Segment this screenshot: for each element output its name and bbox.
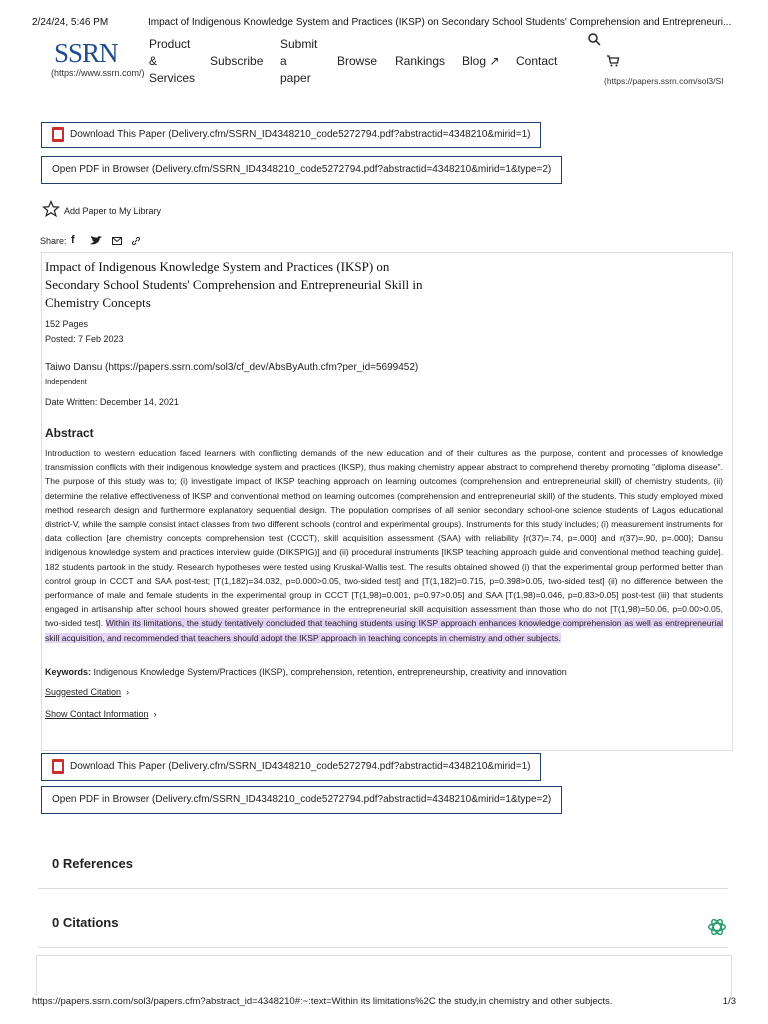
print-page-number: 1/3 [722, 996, 736, 1007]
posted-date: Posted: 7 Feb 2023 [45, 334, 124, 344]
twitter-icon[interactable] [90, 236, 102, 246]
abstract-heading: Abstract [45, 426, 94, 440]
nav-contact[interactable]: Contact [516, 54, 558, 68]
keywords [45, 667, 567, 677]
suggested-citation-label: Suggested Citation [45, 687, 122, 697]
keywords-label: Keywords: [45, 667, 92, 677]
open-pdf-link-bottom[interactable]: Open PDF in Browser (Delivery.cfm/SSRN_ID4348210_code5272794.pdf?abstractid=4348210&mirid=1&type=2) [41, 786, 562, 814]
nav-submit-paper[interactable] [280, 36, 317, 87]
download-paper-link-bottom[interactable] [41, 753, 541, 781]
link-icon[interactable] [131, 236, 141, 246]
date-written: Date Written: December 14, 2021 [45, 397, 179, 407]
show-contact-toggle[interactable] [45, 709, 157, 719]
next-section-box [36, 955, 732, 996]
abstract-body: Introduction to western education faced learners with conflicting demands of the new education and of their cultures as the purpose, content and processes of knowledge transmission conflicts with their indigenous knowledge system and practices (IKSP), thus making chemistry appear abstract to comprehend thereby promoting "diploma disease". The purpose of this study was to; (i) investigate impact of IKSP teaching approach on learning outcomes (comprehension and entrepreneurial skill) of chemistry students, (ii) determine the relative effectiveness of IKSP and conventional method on learning outcomes (comprehension and entrepreneurial skill) of the students. This study employed mixed method research design and furthermore explanatory sequential design. The population comprises of all senior secondary school-one science students of Lagos educational district-V, while the sample consist intact classes from two different schools (control and experimental groups). Instruments for this study includes; (i) measurement instruments for data collection [are chemistry concepts comprehension test (CCCT), skill acquisition assessment (SAA) with reliability {r(37)=.74, p=.000] and r(37)=.90, p=.000}; Dansu indigenous knowledge system and practices interview guide (DIKSPIG)] and (ii) procedural instruments [IKSP teaching approach guide and conventional method teaching guide]. 182 students partook in the study. Research hypotheses were tested using Kruskal-Wallis test. The results obtained showed (i) that the experimental group performed better than control group in CCCT and SAA post-test; [T(1,182)=34.032, p=0.000>0.05, two-sided test] and [T(1,182)=0.715, p=0.398>0.05, two-sided test] (ii) no difference between the performance of male and female students in the experimental group in CCCT [T(1,98)=0.001, p=0.97>0.05] and SAA [T(1,98)=0.046, p=0.83>0.05] post-test (iii) that students engaged in artisanship after school hours showed greater performance in the entrepreneurial skill acquisition assessment than those who do not [T(1,98)=50.06, p=0.00>0.05, two-sided test]. [45, 448, 723, 629]
nav-blog[interactable]: Blog ↗ [462, 54, 500, 68]
show-contact-label: Show Contact Information [45, 709, 149, 719]
paper-title [45, 258, 422, 312]
star-icon[interactable] [42, 200, 60, 218]
pdf-icon [52, 759, 64, 774]
nav-label: paper [280, 71, 311, 85]
nav-label: Product [149, 37, 191, 51]
search-icon[interactable] [588, 33, 601, 46]
add-to-library[interactable]: Add Paper to My Library [64, 206, 162, 216]
print-datetime: 2/24/24, 5:46 PM [32, 17, 109, 28]
paper-title-line: Impact of Indigenous Knowledge System and Practices (IKSP) on [45, 259, 390, 274]
share-label: Share: [40, 236, 67, 246]
open-pdf-link[interactable]: Open PDF in Browser (Delivery.cfm/SSRN_ID4348210_code5272794.pdf?abstractid=4348210&mirid=1&type=2) [41, 156, 562, 184]
download-paper-link[interactable] [41, 122, 541, 148]
openai-chat-icon[interactable] [706, 916, 728, 938]
divider [38, 947, 728, 948]
print-header [32, 17, 736, 28]
suggested-citation-toggle[interactable] [45, 687, 129, 697]
keywords-value: Indigenous Knowledge System/Practices (IKSP), comprehension, retention, entrepreneurship, creativity and innovation [93, 667, 567, 677]
paper-title-line: Secondary School Students' Comprehension and Entrepreneurial Skill in [45, 277, 423, 292]
download-label: Download This Paper (Delivery.cfm/SSRN_ID4348210_code5272794.pdf?abstractid=4348210&mirid=1) [70, 129, 531, 140]
nav-label: Submit [280, 37, 318, 51]
page-count: 152 Pages [45, 319, 89, 329]
ssrn-logo-url[interactable]: (https://www.ssrn.com/) [51, 68, 145, 78]
cart-url[interactable]: (https://papers.ssrn.com/sol3/SI [604, 76, 724, 86]
nav-rankings[interactable]: Rankings [395, 54, 446, 68]
pdf-icon [52, 127, 64, 142]
citations-heading[interactable]: 0 Citations [52, 915, 119, 930]
references-heading[interactable]: 0 References [52, 856, 133, 871]
ssrn-logo[interactable]: SSRN [54, 38, 118, 68]
abstract-highlight: Within its limitations, the study tentatively concluded that teaching students using IKSP approach enhances knowledge comprehension as well as entrepreneurial skill acquisition, and recommended that teachers should adopt the IKSP approach in teaching concepts in chemistry and other subjects. [45, 618, 724, 643]
chevron-right-icon: › [123, 687, 130, 697]
abstract-text [45, 446, 723, 645]
facebook-icon[interactable]: f [71, 234, 75, 246]
nav-product-services[interactable] [149, 36, 195, 87]
paper-title-line: Chemistry Concepts [45, 295, 151, 310]
print-url: https://papers.ssrn.com/sol3/papers.cfm?abstract_id=4348210#:~:text=Within its limitations%2C the study,in chemistry and other subjects. [32, 996, 613, 1007]
nav-label: Services [149, 71, 196, 85]
affiliation: Independent [45, 377, 87, 386]
nav-subscribe[interactable]: Subscribe [210, 54, 264, 68]
author-link[interactable]: Taiwo Dansu (https://papers.ssrn.com/sol3/cf_dev/AbsByAuth.cfm?per_id=5699452) [45, 362, 419, 373]
chevron-right-icon: › [151, 709, 157, 719]
nav-label: & [149, 54, 158, 68]
divider [38, 888, 728, 889]
nav-browse[interactable]: Browse [337, 54, 378, 68]
download-label: Download This Paper (Delivery.cfm/SSRN_ID4348210_code5272794.pdf?abstractid=4348210&mirid=1) [70, 761, 531, 772]
nav-label: a [280, 54, 287, 68]
print-title: Impact of Indigenous Knowledge System and Practices (IKSP) on Secondary School Students' Comprehension and Entrepreneuri... [148, 17, 732, 28]
email-icon[interactable] [112, 237, 122, 245]
cart-icon[interactable] [606, 54, 620, 68]
